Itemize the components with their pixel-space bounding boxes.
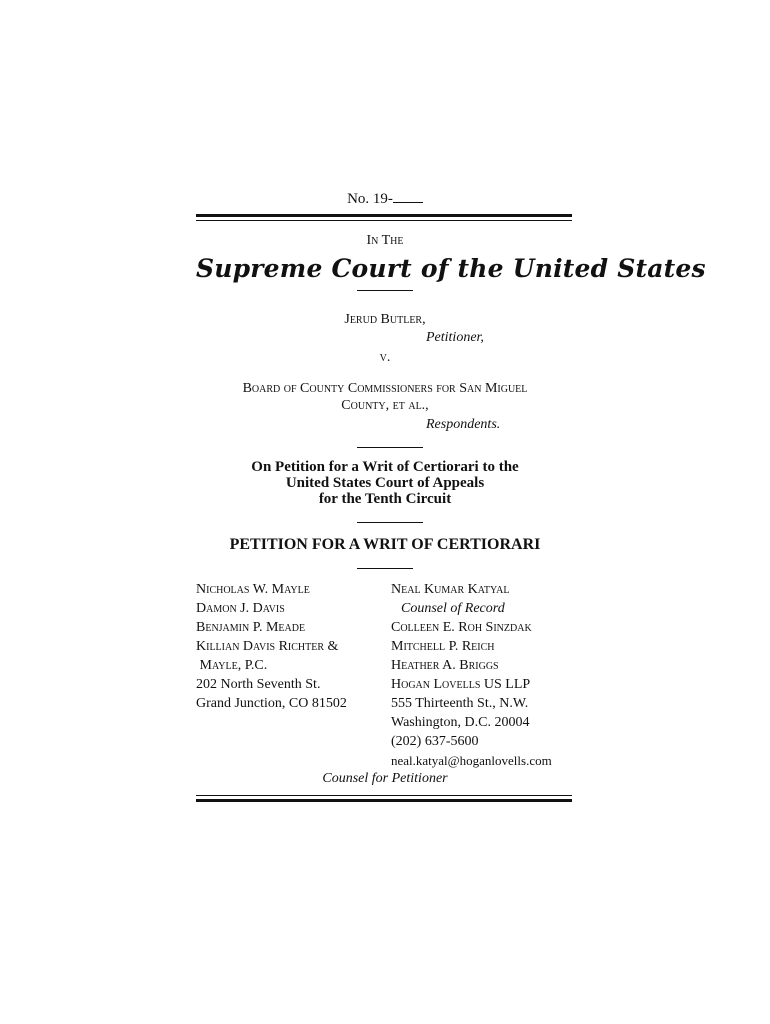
firm-street: 202 North Seventh St. — [196, 677, 321, 692]
firm-name: Killian Davis Richter & — [196, 639, 339, 654]
counsel-name: Benjamin P. Meade — [196, 620, 306, 635]
firm-name-cont: Mayle, P.C. — [196, 658, 268, 673]
divider-rule — [357, 447, 423, 448]
counsel-left-column — [196, 580, 347, 713]
petitioner-name: Jerud Butler, — [344, 312, 426, 327]
counsel-right-column — [391, 580, 552, 770]
respondent-parties — [196, 380, 574, 414]
counsel-name: Colleen E. Roh Sinzdak — [391, 620, 532, 635]
top-double-rule — [196, 214, 572, 221]
respondent-role: Respondents. — [426, 417, 501, 432]
firm-city: Grand Junction, CO 81502 — [196, 696, 347, 711]
counsel-name: Nicholas W. Mayle — [196, 582, 310, 597]
counsel-of-record-label: Counsel of Record — [401, 601, 505, 616]
firm-phone: (202) 637-5600 — [391, 734, 479, 749]
docket-number — [196, 190, 574, 208]
respondent-line-1: Board of County Commissioners for San Miguel — [242, 381, 528, 396]
firm-city: Washington, D.C. 20004 — [391, 715, 530, 730]
versus: v. — [379, 350, 391, 365]
petitioner-role: Petitioner, — [426, 330, 484, 345]
counsel-name: Mitchell P. Reich — [391, 639, 495, 654]
counsel-email: neal.katyal@hoganlovells.com — [391, 753, 552, 768]
counsel-of-record-name: Neal Kumar Katyal — [391, 582, 510, 597]
petition-source-line-2: United States Court of Appeals — [285, 475, 485, 491]
bottom-double-rule — [196, 795, 572, 802]
court-name: Supreme Court of the United States — [196, 254, 706, 283]
counsel-for-label: Counsel for Petitioner — [322, 771, 448, 786]
docket-prefix: No. 19- — [347, 191, 393, 207]
in-the-heading: In The — [366, 233, 404, 248]
respondent-line-2: County, et al., — [341, 398, 429, 413]
divider-rule — [357, 568, 413, 569]
firm-street: 555 Thirteenth St., N.W. — [391, 696, 529, 711]
counsel-name: Heather A. Briggs — [391, 658, 499, 673]
docket-blank — [393, 190, 423, 203]
divider-rule — [357, 522, 423, 523]
counsel-name: Damon J. Davis — [196, 601, 285, 616]
firm-name: Hogan Lovells US LLP — [391, 677, 531, 692]
petition-title: PETITION FOR A WRIT OF CERTIORARI — [229, 536, 541, 553]
petition-source-line-1: On Petition for a Writ of Certiorari to the — [251, 459, 519, 475]
divider-rule — [357, 290, 413, 291]
petition-source — [196, 459, 574, 507]
petition-source-line-3: for the Tenth Circuit — [318, 491, 452, 507]
